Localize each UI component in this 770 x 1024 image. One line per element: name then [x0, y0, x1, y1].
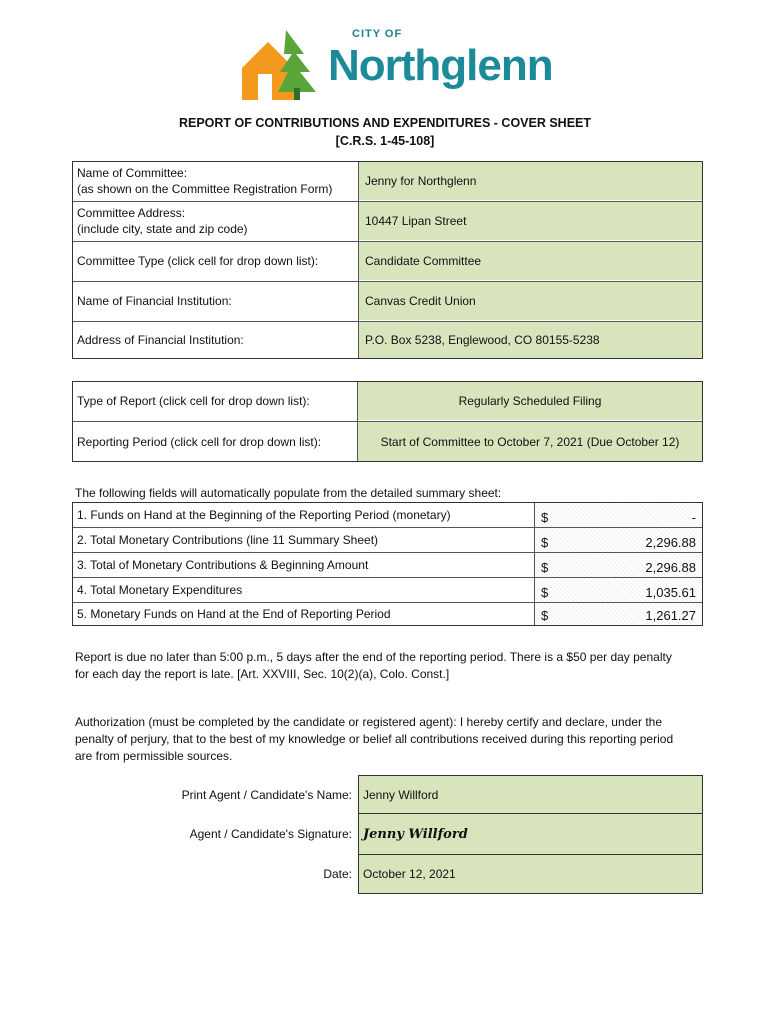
authorization-statement: Authorization (must be completed by the candidate or registered agent): I hereby certify and declare, under the penalty of perjury, that to the best of my knowledge or belief all contributions received during this reporting period are from permissible sources. — [75, 715, 674, 763]
summary-row-label: 1. Funds on Hand at the Beginning of the Reporting Period (monetary) — [77, 508, 451, 522]
committee-address-field[interactable]: 10447 Lipan Street — [359, 202, 702, 240]
table-divider — [73, 602, 702, 603]
financial-institution-address-field[interactable]: P.O. Box 5238, Englewood, CO 80155-5238 — [359, 322, 702, 358]
handwritten-signature: Jenny Willford — [363, 826, 468, 842]
summary-row-label: 5. Monetary Funds on Hand at the End of Reporting Period — [77, 607, 391, 621]
signature-label: Agent / Candidate's Signature: — [189, 827, 352, 841]
table-divider — [534, 503, 535, 625]
table-divider — [73, 281, 702, 282]
financial-institution-label: Name of Financial Institution: — [77, 294, 232, 308]
committee-type-label: Committee Type (click cell for drop down list): — [77, 254, 319, 268]
summary-row-amount: $ 1,261.27 — [535, 603, 702, 625]
committee-type-dropdown[interactable]: Candidate Committee — [359, 242, 702, 280]
logo-city-name: Northglenn — [328, 41, 553, 90]
reporting-period-dropdown[interactable]: Start of Committee to October 7, 2021 (Due October 12) — [358, 422, 702, 461]
summary-row-label: 4. Total Monetary Expenditures — [77, 583, 243, 597]
summary-row-amount: $ - — [535, 503, 702, 527]
house-tree-logo-icon — [238, 28, 328, 102]
table-divider — [73, 421, 702, 422]
city-logo — [238, 28, 578, 102]
reporting-period-label: Reporting Period (click cell for drop down list): — [77, 434, 322, 449]
date-field[interactable]: October 12, 2021 — [358, 854, 703, 894]
report-type-dropdown[interactable]: Regularly Scheduled Filing — [358, 382, 702, 420]
table-divider — [73, 321, 702, 322]
page-title: REPORT OF CONTRIBUTIONS AND EXPENDITURES - COVER SHEET — [178, 116, 592, 130]
agent-name-label: Print Agent / Candidate's Name: — [181, 787, 352, 802]
committee-name-field[interactable]: Jenny for Northglenn — [359, 162, 702, 200]
date-label: Date: — [323, 867, 352, 881]
summary-intro: The following fields will automatically populate from the detailed summary sheet: — [75, 486, 502, 500]
table-divider — [73, 241, 702, 242]
report-type-label: Type of Report (click cell for drop down list): — [77, 394, 310, 408]
agent-name-field[interactable]: Jenny Willford — [358, 775, 703, 814]
financial-institution-field[interactable]: Canvas Credit Union — [359, 282, 702, 320]
summary-row-amount: $ 2,296.88 — [535, 528, 702, 552]
table-divider — [73, 527, 702, 528]
table-divider — [358, 162, 359, 358]
deadline-notice: Report is due no later than 5:00 p.m., 5 days after the end of the reporting period. There is a $50 per day penalty for each day the report is late. [Art. XXVIII, Sec. 10(2)(a), Colo. Const.] — [75, 650, 672, 681]
summary-row-label: 3. Total of Monetary Contributions & Beginning Amount — [77, 558, 369, 572]
committee-name-label: Name of Committee: (as shown on the Committee Registration Form) — [77, 166, 333, 196]
table-divider — [73, 201, 702, 202]
signature-field[interactable] — [358, 814, 703, 854]
table-divider — [73, 552, 702, 553]
financial-institution-address-label: Address of Financial Institution: — [77, 333, 244, 347]
summary-row-amount: $ 1,035.61 — [535, 578, 702, 602]
committee-address-label: Committee Address: (include city, state and zip code) — [77, 206, 248, 236]
summary-row-amount: $ 2,296.88 — [535, 553, 702, 577]
table-divider — [73, 577, 702, 578]
summary-row-label: 2. Total Monetary Contributions (line 11 Summary Sheet) — [77, 533, 379, 547]
logo-city-of: CITY OF — [352, 28, 403, 40]
statute-reference: [C.R.S. 1-45-108] — [335, 134, 435, 148]
